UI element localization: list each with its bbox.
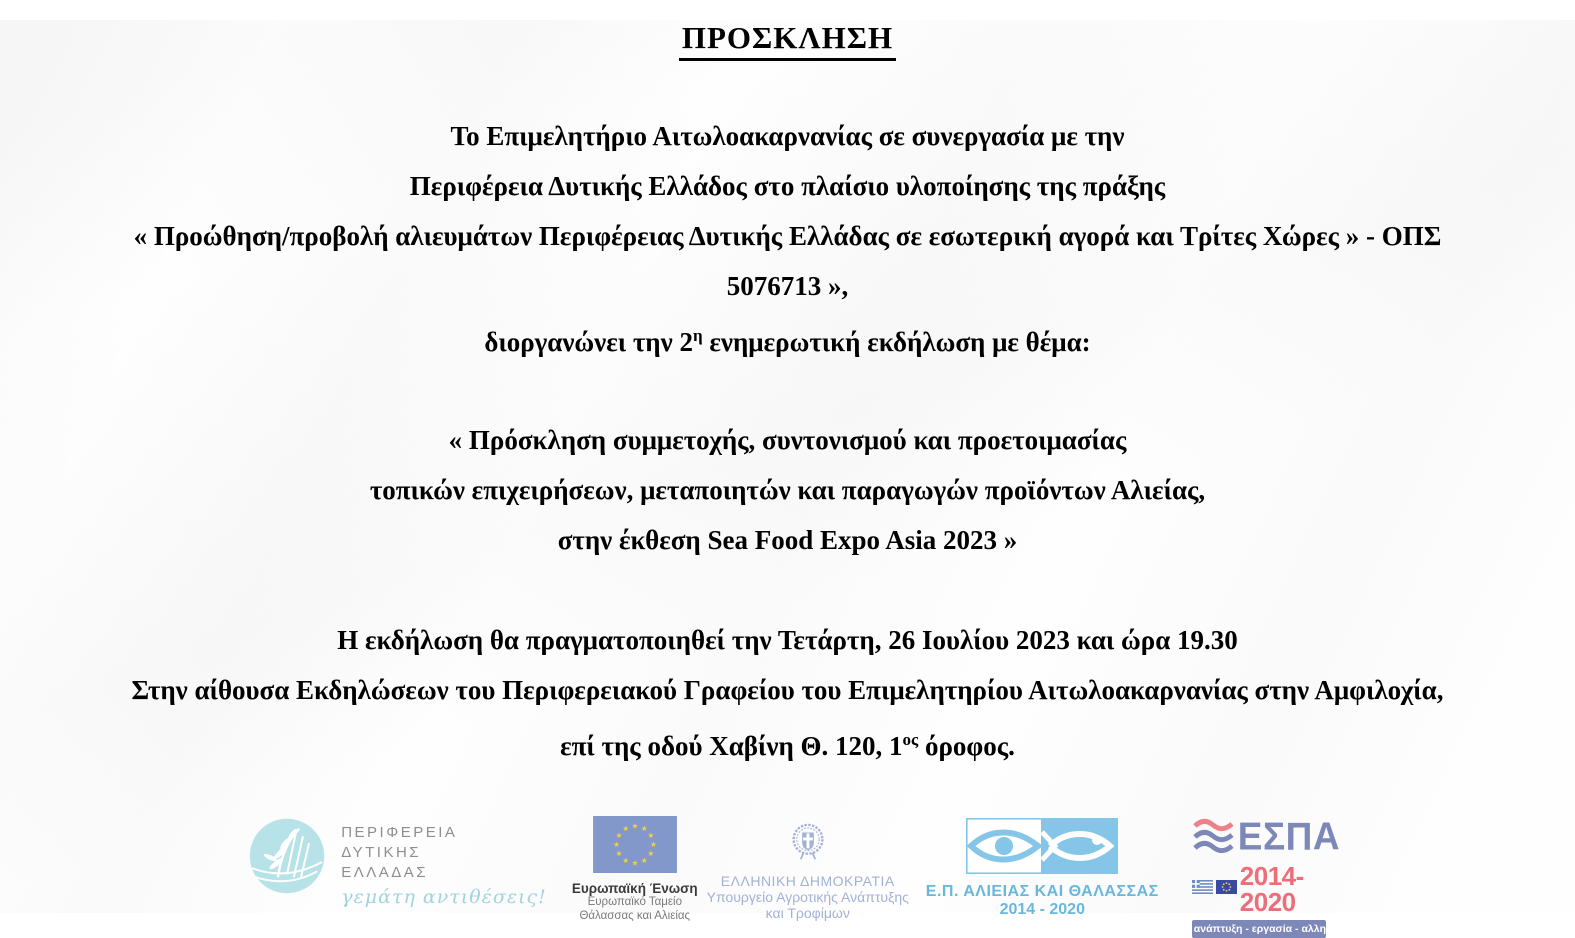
intro-line-4: 5076713 », (726, 271, 849, 301)
ministry-line2: Υπουργείο Αγροτικής Ανάπτυξης (706, 889, 909, 905)
svg-text:★: ★ (615, 849, 623, 859)
intro-paragraph (0, 111, 1575, 361)
theme-line-1: « Πρόσκληση συμμετοχής, συντονισμού και προετοιμασίας (448, 425, 1127, 455)
intro-line-5-rest: ενημερωτική εκδήλωση με θέμα: (702, 327, 1091, 357)
fisheries-sea-program-logo (926, 818, 1159, 919)
region-name-line3: ΕΛΛΑΔΑΣ (341, 864, 429, 881)
greek-flag-icon (1192, 880, 1213, 899)
svg-text:★: ★ (622, 824, 629, 834)
fisheries-program-name: Ε.Π. ΑΛΙΕΙΑΣ ΚΑΙ ΘΑΛΑΣΣΑΣ (925, 883, 1159, 900)
hellenic-republic-ministry-logo (706, 822, 909, 921)
eu-fund-line2: Θάλασσας και Αλιείας (579, 909, 691, 922)
details-line-2: Στην αίθουσα Εκδηλώσεων του Περιφερειακού Γραφείου του Επιμελητηρίου Αιτωλοακαρνανίας στην Αμφιλοχία, (131, 675, 1444, 705)
svg-text:★: ★ (640, 824, 648, 834)
svg-text:★: ★ (631, 821, 639, 831)
fisheries-program-period: 2014 - 2020 (999, 901, 1085, 918)
intro-line-3: « Προώθηση/προβολή αλιευμάτων Περιφέρειας Δυτικής Ελλάδας σε εσωτερική αγορά και Τρίτες Χώρες » - ΟΠΣ (133, 221, 1442, 251)
eu-name: Ευρωπαϊκή Ένωση (571, 881, 698, 896)
details-line-3 (0, 715, 1575, 765)
eu-mini-flag-icon (1216, 880, 1237, 899)
hellenic-republic-emblem-icon (790, 822, 826, 867)
region-logo-text (341, 818, 547, 908)
intro-line-2: Περιφέρεια Δυτικής Ελλάδος στο πλαίσιο υλοποίησης της πράξης (409, 171, 1166, 201)
svg-text:★: ★ (615, 830, 623, 840)
svg-text:★: ★ (640, 855, 648, 865)
details-line-3-text: επί της οδού Χαβίνη Θ. 120, 1 (560, 731, 903, 761)
eu-fund-line1: Ευρωπαϊκό Ταμείο (587, 896, 682, 908)
footer-logo-strip (0, 808, 1575, 938)
intro-line-1: Το Επιμελητήριο Αιτωλοακαρνανίας σε συνεργασία με την (450, 121, 1125, 151)
region-western-greece-logo (249, 818, 547, 908)
theme-line-3: στην έκθεση Sea Food Expo Asia 2023 » (557, 525, 1018, 555)
region-name-line1: ΠΕΡΙΦΕΡΕΙΑ (341, 824, 458, 841)
theme-line-2: τοπικών επιχειρήσεων, μεταποιητών και παραγωγών προϊόντων Αλιείας, (369, 475, 1206, 505)
espa-waves-icon (1192, 818, 1234, 861)
svg-text:★: ★ (622, 855, 629, 865)
svg-text:★: ★ (631, 858, 639, 868)
ordinal-superscript: η (692, 326, 703, 345)
region-slogan: γεμάτη αντιθέσεις! (341, 886, 547, 908)
eye-fish-icon (966, 818, 1118, 879)
svg-text:★: ★ (647, 830, 655, 840)
region-olive-circle-icon (249, 818, 325, 908)
intro-line-5 (0, 311, 1575, 361)
ministry-line3: και Τροφίμων (765, 905, 850, 921)
espa-period: 2014-2020 (1239, 861, 1304, 917)
event-theme-paragraph (0, 415, 1575, 565)
details-line-3-rest: όροφος. (918, 731, 1015, 761)
svg-text:★: ★ (647, 849, 655, 859)
espa-logo (1192, 814, 1362, 938)
page-title: ΠΡΟΣΚΛΗΣΗ (679, 20, 896, 61)
event-details-paragraph (0, 615, 1575, 765)
espa-top-row (1192, 814, 1341, 861)
espa-name: ΕΣΠΑ (1237, 814, 1341, 858)
invitation-document (0, 20, 1575, 935)
svg-text:★: ★ (612, 840, 620, 850)
intro-line-5-text: διοργανώνει την 2 (484, 327, 693, 357)
european-union-logo (571, 816, 698, 923)
region-name-line2: ΔΥΤΙΚΗΣ (341, 844, 422, 861)
eu-flag-icon (593, 816, 677, 878)
espa-middle-row (1192, 863, 1326, 915)
ministry-line1: ΕΛΛΗΝΙΚΗ ΔΗΜΟΚΡΑΤΙΑ (720, 873, 895, 889)
espa-slogan-bar: ανάπτυξη - εργασία - αλληλεγγύη (1192, 920, 1326, 938)
details-line-1: Η εκδήλωση θα πραγματοποιηθεί την Τετάρτη, 26 Ιουλίου 2023 και ώρα 19.30 (337, 625, 1238, 655)
floor-ordinal-superscript: ος (902, 730, 919, 749)
svg-text:★: ★ (649, 840, 657, 850)
